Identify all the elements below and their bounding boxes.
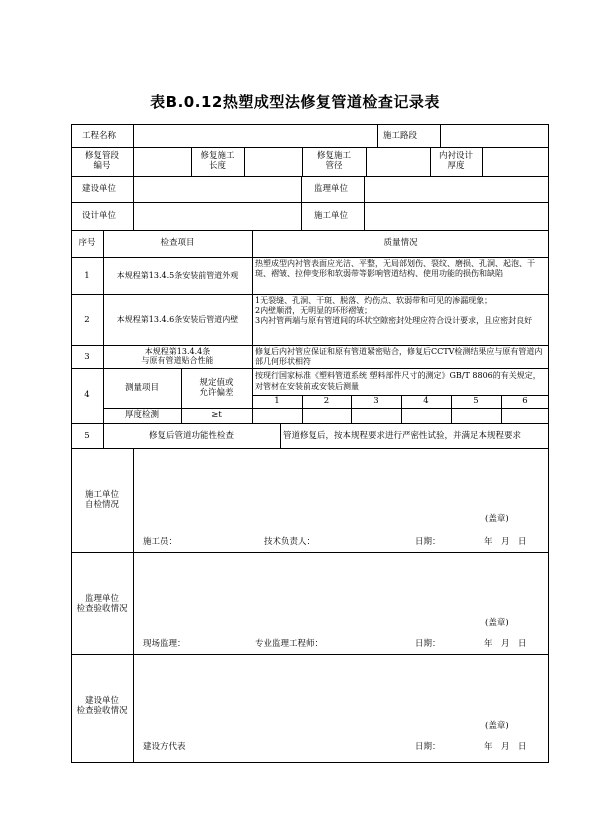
row1-item: 本规程第13.4.5条安装前管道外观 — [116, 271, 239, 280]
point-4-label: 4 — [423, 396, 429, 406]
cell-thickness-5[interactable] — [451, 408, 501, 423]
row5-quality: 管道修复后，按本规程要求进行严密性试验，并满足本规程要求 — [283, 431, 522, 441]
row3-no: 3 — [84, 352, 90, 362]
cell-repair-diameter-value[interactable] — [366, 147, 430, 176]
point-6-label: 6 — [522, 396, 528, 406]
cell-builder-unit-value[interactable] — [364, 202, 549, 230]
row2-item: 本规程第13.4.6条安装后管道内壁 — [116, 315, 239, 324]
supervisor-p1: 现场监理： — [143, 639, 186, 649]
cell-thickness-2[interactable] — [302, 408, 351, 423]
owner-p1: 建设方代表 — [143, 742, 186, 752]
builder-p2: 技术负责人： — [264, 537, 316, 547]
row5-no: 5 — [84, 431, 90, 441]
owner-seal: (盖章) — [485, 721, 509, 731]
quality-head: 质量情况 — [383, 238, 418, 248]
builder-ymd: 年 月 日 — [484, 537, 527, 547]
supervisor-date: 日期： — [415, 639, 441, 649]
owner-ymd: 年 月 日 — [484, 742, 527, 752]
owner-check-label: 建设单位 检查验收情况 — [76, 696, 128, 716]
liner-thickness-label: 内衬设计 厚度 — [438, 151, 473, 171]
cell-thickness-1[interactable] — [252, 408, 302, 423]
row4-no: 4 — [84, 390, 90, 400]
cell-design-unit-value[interactable] — [133, 202, 301, 230]
row5-item: 修复后管道功能性检查 — [148, 431, 234, 441]
row3-item: 本规程第13.4.4条 与原有管道贴合性能 — [141, 347, 214, 365]
inspection-record-form — [71, 124, 549, 763]
pipe-no-label: 修复管段 编号 — [84, 151, 119, 171]
construction-unit-label: 建设单位 — [82, 184, 117, 194]
row4-spec: 规定值或 允许偏差 — [199, 378, 234, 398]
seq-head: 序号 — [78, 238, 96, 248]
cell-road-section-value[interactable] — [440, 124, 549, 147]
project-name-label: 工程名称 — [82, 131, 117, 141]
point-3-label: 3 — [373, 396, 379, 406]
cell-project-name-value[interactable] — [133, 124, 377, 147]
form-title: 表B.0.12热塑成型法修复管道检查记录表 — [150, 93, 440, 111]
thickness-spec: ≥t — [211, 410, 222, 420]
cell-construction-unit-value[interactable] — [133, 176, 301, 202]
owner-date: 日期： — [415, 742, 441, 752]
cell-repair-length-value[interactable] — [244, 147, 302, 176]
row1-no: 1 — [84, 271, 90, 281]
supervision-unit-label: 监理单位 — [314, 184, 349, 194]
supervisor-p2: 专业监理工程师： — [255, 639, 324, 649]
point-5-label: 5 — [473, 396, 479, 406]
cell-supervision-unit-value[interactable] — [364, 176, 549, 202]
row1-quality: 热塑成型内衬管表面应光洁、平整，无局部划伤、裂纹、磨损、孔洞、起泡、干斑、褶皱、拉伸变形和软弱带等影响管道结构、使用功能的损伤和缺陷 — [255, 259, 535, 278]
item-head: 检查项目 — [160, 238, 195, 248]
cell-pipe-no-value[interactable] — [133, 147, 191, 176]
builder-p1: 施工员： — [143, 537, 178, 547]
row3-quality: 修复后内衬管应保证和原有管道紧密贴合，修复后CCTV检测结果应与原有管道内部几何形状相符 — [255, 347, 543, 366]
repair-length-label: 修复施工 长度 — [200, 151, 235, 171]
cell-liner-thickness-value[interactable] — [482, 147, 549, 176]
supervisor-seal: (盖章) — [485, 618, 509, 628]
row2-no: 2 — [84, 315, 90, 325]
point-1-label: 1 — [274, 396, 280, 406]
repair-diameter-label: 修复施工 管径 — [316, 151, 351, 171]
point-2-label: 2 — [323, 396, 330, 406]
builder-check-label: 施工单位 自检情况 — [84, 490, 119, 510]
row2-quality: 1无裂缝、孔洞、干斑、脱落、灼伤点、软弱带和可见的渗漏现象； 2内壁顺滑，无明显的环形褶皱； 3内衬管两端与原有管道间的环状空隙密封处理应符合设计要求，且应密封良好 — [255, 296, 533, 325]
builder-unit-label: 施工单位 — [314, 211, 349, 221]
thickness-label: 厚度检测 — [124, 410, 159, 420]
builder-date: 日期： — [415, 537, 441, 547]
cell-thickness-3[interactable] — [351, 408, 401, 423]
row4-standard: 按现行国家标准《塑料管道系统 塑料部件尺寸的测定》GB/T 8806的有关规定，对管材在安装前或安装后测量 — [255, 371, 541, 391]
supervisor-ymd: 年 月 日 — [484, 639, 527, 649]
row4-measure: 测量项目 — [124, 383, 159, 393]
design-unit-label: 设计单位 — [82, 211, 117, 221]
cell-thickness-4[interactable] — [401, 408, 451, 423]
cell-thickness-6[interactable] — [501, 408, 549, 423]
supervisor-check-label: 监理单位 检查验收情况 — [76, 594, 128, 614]
builder-seal: (盖章) — [485, 514, 509, 524]
road-section-label: 施工路段 — [383, 131, 418, 141]
